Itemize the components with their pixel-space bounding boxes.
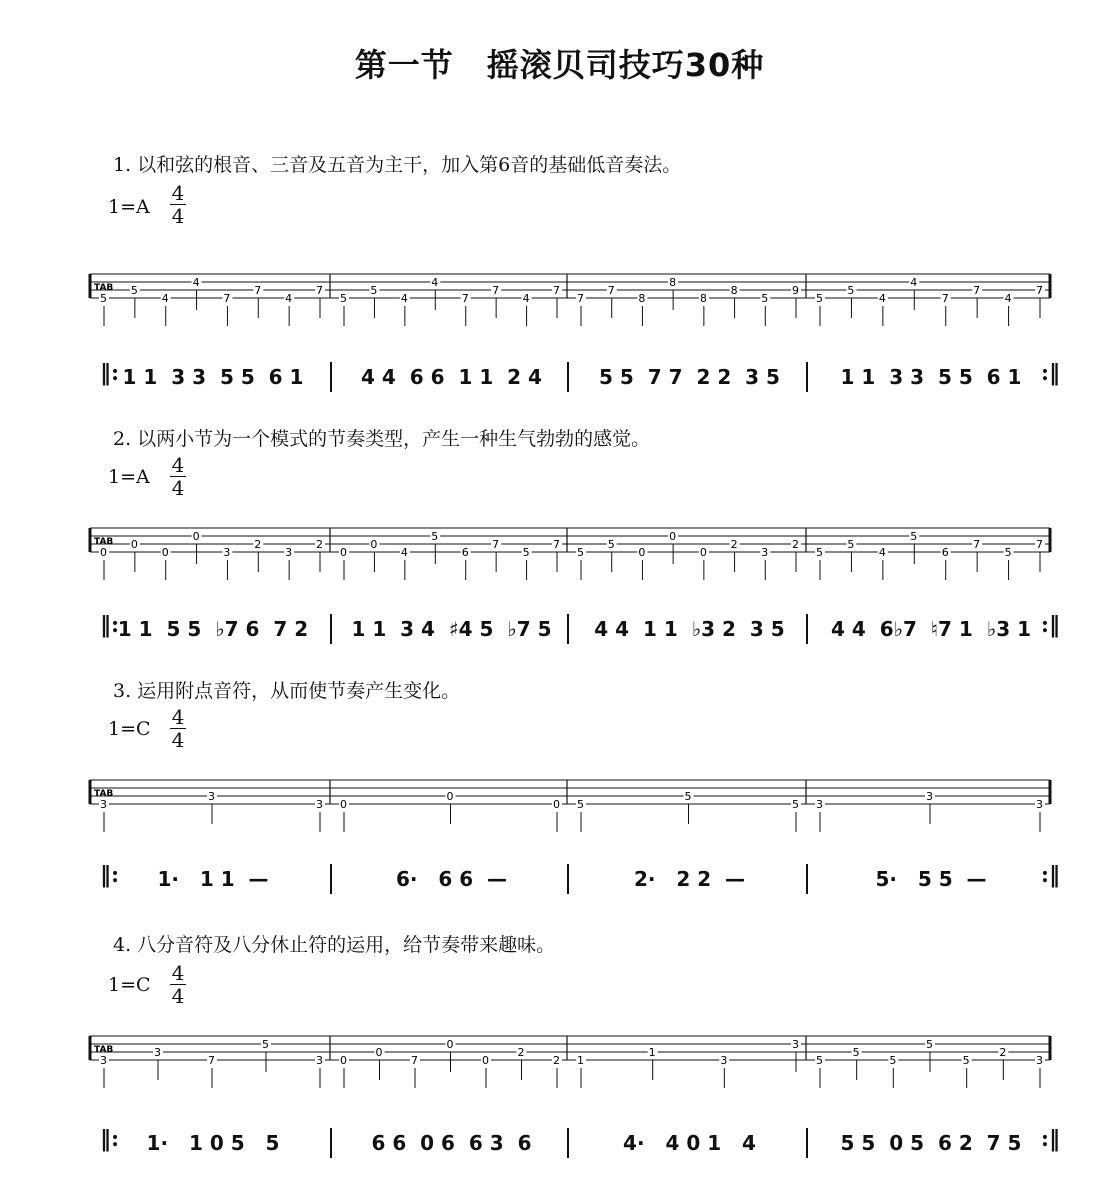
fret-number: 2: [792, 538, 799, 551]
fret-number: 0: [553, 798, 560, 811]
fret-number: 4: [522, 292, 530, 305]
fret-number: 4: [431, 276, 439, 289]
fret-number: 3: [285, 546, 293, 559]
fret-number: 0: [340, 798, 347, 811]
fret-number: 5: [926, 1038, 933, 1051]
fret-number: 7: [223, 292, 231, 305]
jianpu-measure: [820, 1128, 1042, 1158]
fret-number: 9: [792, 284, 799, 297]
jianpu-notes: 6 6 0 6 6 3 6: [371, 1131, 532, 1155]
fret-number: 8: [638, 292, 646, 305]
jianpu-line-4: [100, 1124, 1060, 1164]
section-1-key: 1=A: [108, 196, 150, 218]
fret-number: 3: [316, 1054, 323, 1067]
fret-number: 4: [285, 292, 293, 305]
fret-number: 3: [792, 1038, 799, 1051]
jianpu-bar-line: [806, 362, 808, 392]
fret-number: 0: [340, 546, 347, 559]
fret-number: 7: [577, 292, 584, 305]
fret-number: 8: [669, 276, 677, 289]
fret-number: 7: [254, 284, 262, 297]
section-2-time-signature: 4 4: [171, 453, 185, 500]
fret-number: 3: [316, 798, 323, 811]
jianpu-bar-line: [330, 362, 332, 392]
fret-number: 5: [130, 284, 138, 297]
jianpu-measure: [581, 864, 798, 894]
jianpu-bar-line: [330, 1128, 332, 1158]
repeat-end: :‖: [1040, 862, 1060, 888]
fret-number: 7: [492, 284, 500, 297]
fret-number: 5: [340, 292, 347, 305]
fret-number: 2: [517, 1046, 525, 1059]
fret-number: 0: [100, 546, 107, 559]
jianpu-measure: [344, 362, 559, 392]
fret-number: 5: [761, 292, 769, 305]
jianpu-notes: 2· 2 2 —: [633, 867, 746, 891]
jianpu-measure: [820, 614, 1042, 644]
fret-number: 5: [889, 1054, 897, 1067]
fret-number: 7: [973, 538, 981, 551]
fret-number: 3: [720, 1054, 728, 1067]
fret-number: 5: [1004, 546, 1012, 559]
jianpu-notes: 1 1 3 3 5 5 6 1: [122, 365, 304, 389]
fret-number: 5: [816, 546, 823, 559]
tab-staff-4: [0, 1030, 1119, 1100]
tab-label: TAB: [94, 1045, 114, 1055]
fret-number: 7: [1036, 538, 1043, 551]
jianpu-notes: 4 4 6♭7 ♮7 1 ♭3 1: [830, 617, 1031, 641]
repeat-start: ‖:: [100, 612, 120, 638]
tab-staff-2: [0, 522, 1119, 592]
fret-number: 5: [577, 798, 584, 811]
jianpu-bar-line: [806, 614, 808, 644]
fret-number: 4: [400, 292, 408, 305]
jianpu-notes: 5· 5 5 —: [875, 867, 987, 891]
section-1-description: 1. 以和弦的根音、三音及五音为主干，加入第6音的基础低音奏法。: [113, 154, 682, 176]
jianpu-bar-line: [330, 864, 332, 894]
section-4-description: 4. 八分音符及八分休止符的运用，给节奏带来趣味。: [113, 934, 556, 956]
jianpu-line-3: [100, 860, 1060, 900]
repeat-end: :‖: [1040, 612, 1060, 638]
fret-number: 3: [100, 798, 107, 811]
fret-number: 8: [699, 292, 707, 305]
jianpu-notes: 1 1 3 4 ♯4 5 ♭7 5: [351, 617, 552, 641]
fret-number: 5: [370, 284, 378, 297]
fret-number: 0: [375, 1046, 383, 1059]
fret-number: 3: [761, 546, 769, 559]
tab-label: TAB: [94, 789, 114, 799]
jianpu-notes: 1· 1 0 5 5: [146, 1131, 280, 1155]
fret-number: 2: [999, 1046, 1007, 1059]
jianpu-measure: [104, 614, 322, 644]
fret-number: 0: [340, 1054, 347, 1067]
fret-number: 4: [192, 276, 200, 289]
fret-number: 0: [192, 530, 200, 543]
fret-number: 5: [684, 790, 692, 803]
fret-number: 5: [816, 292, 823, 305]
fret-number: 3: [208, 790, 215, 803]
fret-number: 6: [941, 546, 949, 559]
fret-number: 4: [1004, 292, 1012, 305]
jianpu-measure: [344, 614, 559, 644]
fret-number: 8: [730, 284, 738, 297]
fret-number: 5: [962, 1054, 970, 1067]
section-3-description: 3. 运用附点音符，从而使节奏产生变化。: [113, 680, 461, 702]
jianpu-measure: [581, 1128, 798, 1158]
jianpu-measure: [104, 864, 322, 894]
fret-number: 4: [878, 292, 886, 305]
fret-number: 0: [161, 546, 169, 559]
fret-number: 7: [461, 292, 469, 305]
fret-number: 5: [100, 292, 107, 305]
fret-number: 3: [1036, 798, 1043, 811]
fret-number: 7: [553, 538, 560, 551]
fret-number: 5: [816, 1054, 823, 1067]
jianpu-measure: [820, 864, 1042, 894]
section-2-description: 2. 以两小节为一个模式的节奏类型，产生一种生气勃勃的感觉。: [113, 428, 651, 450]
fret-number: 2: [730, 538, 738, 551]
fret-number: 1: [577, 1054, 584, 1067]
section-1-time-signature: 4 4: [171, 181, 185, 228]
jianpu-notes: 1· 1 1 —: [157, 867, 269, 891]
tab-label: TAB: [94, 283, 114, 293]
fret-number: 3: [154, 1046, 161, 1059]
fret-number: 4: [400, 546, 408, 559]
jianpu-bar-line: [567, 362, 569, 392]
fret-number: 4: [161, 292, 169, 305]
fret-number: 3: [926, 790, 933, 803]
fret-number: 3: [100, 1054, 107, 1067]
fret-number: 6: [461, 546, 469, 559]
repeat-start: ‖:: [100, 862, 120, 888]
fret-number: 5: [847, 538, 855, 551]
fret-number: 0: [699, 546, 707, 559]
fret-number: 0: [446, 790, 454, 803]
jianpu-notes: 5 5 7 7 2 2 3 5: [599, 365, 780, 389]
fret-number: 1: [648, 1046, 656, 1059]
fret-number: 0: [638, 546, 646, 559]
fret-number: 4: [910, 276, 918, 289]
fret-number: 5: [852, 1046, 860, 1059]
fret-number: 5: [910, 530, 918, 543]
fret-number: 5: [792, 798, 799, 811]
fret-number: 7: [553, 284, 560, 297]
jianpu-notes: 4 4 6 6 1 1 2 4: [361, 365, 542, 389]
section-3-key: 1=C: [108, 718, 151, 740]
jianpu-notes: 4 4 1 1 ♭3 2 3 5: [594, 617, 785, 641]
fret-number: 7: [973, 284, 981, 297]
fret-number: 5: [522, 546, 530, 559]
jianpu-notes: 4· 4 0 1 4: [623, 1131, 756, 1155]
repeat-end: :‖: [1040, 1126, 1060, 1152]
fret-number: 3: [816, 798, 823, 811]
fret-number: 4: [878, 546, 886, 559]
jianpu-bar-line: [330, 614, 332, 644]
fret-number: 7: [1036, 284, 1043, 297]
fret-number: 7: [316, 284, 323, 297]
fret-number: 3: [223, 546, 231, 559]
jianpu-measure: [344, 1128, 559, 1158]
jianpu-notes: 1 1 5 5 ♭7 6 7 2: [117, 617, 309, 641]
jianpu-bar-line: [806, 1128, 808, 1158]
fret-number: 2: [254, 538, 262, 551]
jianpu-notes: 5 5 0 5 6 2 7 5: [840, 1131, 1022, 1155]
tab-staff-1: [0, 268, 1119, 338]
fret-number: 7: [411, 1054, 418, 1067]
fret-number: 5: [431, 530, 439, 543]
fret-number: 2: [553, 1054, 560, 1067]
jianpu-line-1: [100, 358, 1060, 398]
fret-number: 7: [941, 292, 949, 305]
fret-number: 0: [130, 538, 138, 551]
fret-number: 2: [316, 538, 323, 551]
repeat-end: :‖: [1040, 360, 1060, 386]
fret-number: 7: [208, 1054, 215, 1067]
fret-number: 0: [669, 530, 677, 543]
fret-number: 7: [607, 284, 615, 297]
jianpu-bar-line: [567, 614, 569, 644]
jianpu-notes: 6· 6 6 —: [395, 867, 508, 891]
fret-number: 5: [847, 284, 855, 297]
jianpu-bar-line: [567, 1128, 569, 1158]
jianpu-measure: [820, 362, 1042, 392]
section-4-time-signature: 4 4: [171, 961, 185, 1008]
jianpu-measure: [581, 362, 798, 392]
fret-number: 0: [446, 1038, 454, 1051]
jianpu-bar-line: [567, 864, 569, 894]
jianpu-measure: [104, 362, 322, 392]
fret-number: 5: [577, 546, 584, 559]
section-4-key: 1=C: [108, 974, 151, 996]
section-3-time-signature: 4 4: [171, 705, 185, 752]
section-2-key: 1=A: [108, 466, 150, 488]
jianpu-measure: [581, 614, 798, 644]
jianpu-measure: [344, 864, 559, 894]
fret-number: 5: [607, 538, 615, 551]
repeat-start: ‖:: [100, 1126, 120, 1152]
jianpu-line-2: [100, 610, 1060, 650]
tab-staff-3: [0, 774, 1119, 844]
fret-number: 3: [1036, 1054, 1043, 1067]
jianpu-notes: 1 1 3 3 5 5 6 1: [840, 365, 1022, 389]
fret-number: 0: [370, 538, 378, 551]
fret-number: 7: [492, 538, 500, 551]
page-title: 第一节 摇滚贝司技巧30种: [354, 46, 765, 84]
fret-number: 5: [262, 1038, 269, 1051]
tab-label: TAB: [94, 537, 114, 547]
jianpu-bar-line: [806, 864, 808, 894]
fret-number: 0: [482, 1054, 489, 1067]
repeat-start: ‖:: [100, 360, 120, 386]
jianpu-measure: [104, 1128, 322, 1158]
